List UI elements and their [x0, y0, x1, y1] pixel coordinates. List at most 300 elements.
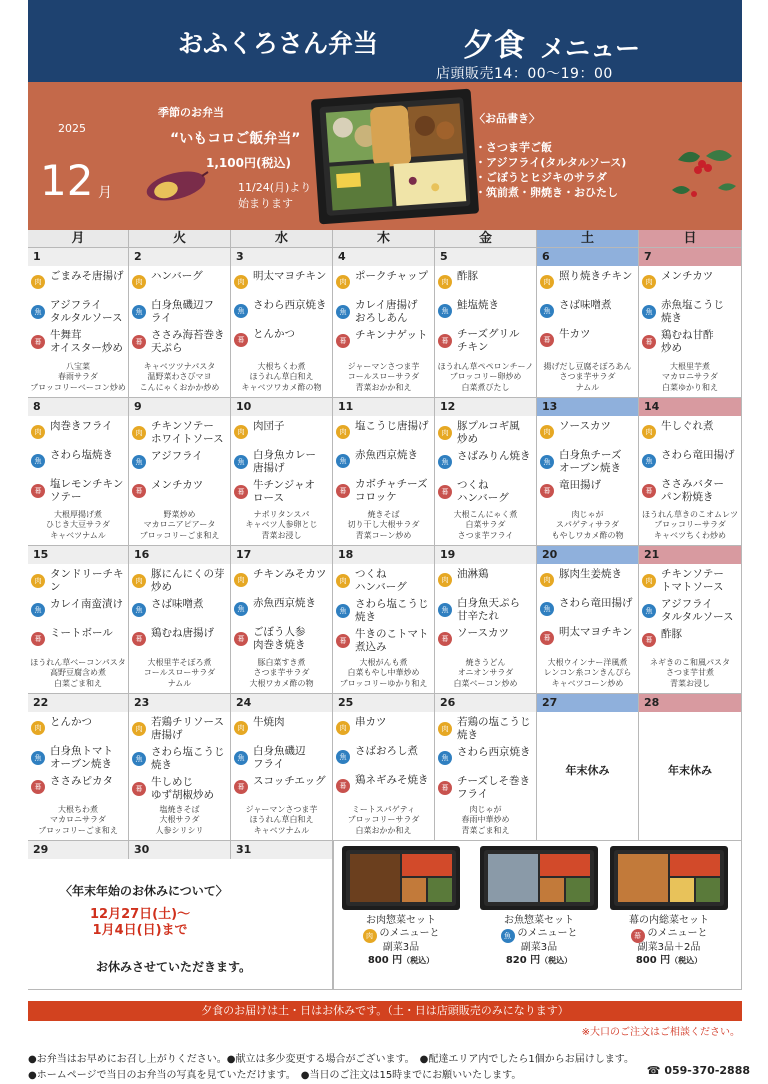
meat-badge-icon: 肉 — [438, 426, 452, 440]
day-number: 2 — [129, 248, 230, 266]
menu-item — [28, 597, 128, 623]
day-cell — [129, 694, 231, 841]
meat-badge-icon: 肉 — [540, 425, 554, 439]
day-number: 23 — [129, 694, 230, 712]
side-dish: 大根ちわ煮 — [58, 804, 98, 814]
day-number: 27 — [537, 694, 638, 712]
menu-item-name: チーズしそ巻き フライ — [457, 775, 530, 800]
menu-item — [231, 298, 332, 324]
menu-item — [435, 449, 536, 475]
makunouchi-badge-icon: 幕 — [234, 632, 248, 646]
menu-item-name: 牛きのこトマト 煮込み — [355, 628, 429, 653]
combo-set — [604, 842, 734, 967]
fish-badge-icon: 魚 — [336, 305, 350, 319]
side-dish: 青菜お浸し — [261, 530, 302, 540]
fish-badge-icon: 魚 — [132, 455, 146, 469]
menu-item-name: 照り焼きチキン — [559, 270, 633, 282]
menu-item-name: 塩こうじ唐揚げ — [355, 420, 429, 432]
fish-badge-icon: 魚 — [540, 304, 554, 318]
menu-item-name: 明太マヨチキン — [559, 626, 633, 638]
day-cell — [333, 694, 435, 841]
side-dish: 白菜ごま和え — [54, 678, 102, 688]
shop-name: おふくろさん弁当 — [178, 29, 379, 58]
menu-item-name: 竜田揚げ — [559, 479, 601, 491]
side-dish: キャベツワカメ酢の物 — [241, 382, 322, 392]
meat-badge-icon: 肉 — [336, 275, 350, 289]
menu-item-name: さば味噌煮 — [559, 299, 612, 311]
side-dish: ミートスパゲティ — [351, 804, 416, 814]
menu-item-name: 赤魚西京焼き — [253, 597, 316, 609]
meat-badge-icon: 肉 — [336, 721, 350, 735]
menu-item — [28, 419, 128, 445]
side-dish: ナポリタンスパ — [253, 509, 310, 519]
weekday-header: 木 — [333, 230, 435, 248]
menu-item — [639, 328, 741, 355]
day-number: 19 — [435, 546, 536, 564]
day-number: 20 — [537, 546, 638, 564]
seasonal-label: 季節のお弁当 — [158, 106, 224, 119]
meat-badge-icon: 肉 — [642, 425, 656, 439]
day-cell — [231, 248, 333, 398]
fish-badge-icon: 魚 — [540, 455, 554, 469]
holiday-notice-title: 〈年末年始のお休みについて〉 — [60, 884, 228, 898]
meat-badge-icon: 肉 — [234, 425, 248, 439]
side-dish: ブロッコリーごま和え — [139, 530, 220, 540]
side-dish: 春雨サラダ — [58, 372, 98, 381]
menu-item-name: とんかつ — [50, 716, 92, 728]
side-dish: 白菜ベーコン炒め — [453, 678, 518, 688]
menu-item-name: チキンナゲット — [355, 329, 428, 341]
meat-badge-icon: 肉 — [234, 275, 248, 289]
makunouchi-badge-icon: 幕 — [132, 484, 146, 498]
seasonal-bento-photo — [311, 89, 479, 225]
fish-badge-icon: 魚 — [642, 454, 656, 468]
holiday-dates: 12月27日(土)～ 1月4日(日)まで — [90, 907, 191, 938]
day-cell — [28, 248, 129, 398]
menu-item — [231, 715, 332, 741]
header-banner — [28, 0, 742, 82]
makunouchi-badge-icon: 幕 — [234, 485, 248, 499]
menu-item-name: ソースカツ — [457, 627, 509, 639]
day-number: 4 — [333, 248, 434, 266]
menu-item-name: 牛焼肉 — [253, 716, 285, 728]
menu-item-name: ソースカツ — [559, 420, 611, 432]
menu-item — [639, 597, 741, 624]
day-number: 5 — [435, 248, 536, 266]
menu-item-name: 豚プルコギ風 炒め — [457, 420, 520, 445]
meat-badge-icon: 肉 — [540, 275, 554, 289]
side-dish: ほうれん草白和え — [249, 815, 314, 824]
menu-item-name: 豚にんにくの芽 炒め — [151, 568, 225, 593]
menu-item-name: 鶏むね唐揚げ — [151, 627, 214, 639]
menu-item-name: さばみりん焼き — [457, 450, 531, 462]
sweet-potato-icon — [140, 164, 210, 206]
makunouchi-badge-icon: 幕 — [336, 634, 350, 648]
menu-item-name: 牛チンジャオ ロース — [253, 479, 316, 504]
meat-badge-icon: 肉 — [363, 929, 377, 943]
menu-item-name: アジフライ タルタルソース — [50, 299, 123, 324]
side-dish: 大根里芋煮 — [670, 361, 710, 371]
meat-badge-icon: 肉 — [132, 275, 146, 289]
menu-item-name: アジフライ — [151, 450, 203, 462]
set-side-count: 副菜3品 — [520, 942, 558, 953]
menu-item-name: 肉巻きフライ — [50, 420, 113, 432]
menu-item-name: カレイ南蛮漬け — [50, 598, 123, 610]
makunouchi-badge-icon: 幕 — [438, 334, 452, 348]
set-photo — [610, 846, 728, 910]
menu-item-name: ポークチャップ — [355, 270, 429, 282]
day-number: 29 — [28, 841, 128, 859]
menu-item — [28, 626, 128, 652]
menu-item-name: アジフライ タルタルソース — [661, 598, 734, 623]
menu-item — [28, 328, 128, 355]
menu-item-name: カレイ唐揚げ おろしあん — [355, 299, 418, 324]
day-cell — [435, 248, 537, 398]
meat-badge-icon: 肉 — [642, 574, 656, 588]
makunouchi-badge-icon: 幕 — [234, 333, 248, 347]
menu-item — [435, 715, 536, 742]
menu-item — [639, 269, 741, 295]
menu-item — [435, 596, 536, 623]
makunouchi-badge-icon: 幕 — [234, 780, 248, 794]
day-number: 26 — [435, 694, 536, 712]
day-cell — [537, 398, 639, 546]
side-dish: 白菜サラダ — [465, 520, 506, 529]
side-dish: ブロッコリーベーコン炒め — [30, 382, 126, 392]
day-cell — [231, 841, 333, 859]
side-dish: マカロニサラダ — [662, 372, 718, 381]
makunouchi-badge-icon: 幕 — [642, 633, 656, 647]
day-number: 7 — [639, 248, 741, 266]
menu-item — [28, 744, 128, 771]
day-cell — [537, 694, 639, 841]
footer-note-1: ●お弁当はお早めにお召し上がりください。●献立は多少変更する場合がございます。 ●配達エリア内でしたら1個からお届けします。 — [28, 1054, 634, 1065]
fish-badge-icon: 魚 — [132, 752, 146, 766]
side-dish: 青菜お浸し — [670, 678, 710, 688]
menu-item-name: さわら塩こうじ 焼き — [151, 746, 225, 771]
fish-badge-icon: 魚 — [132, 305, 146, 319]
side-dish: 大根厚揚げ煮 — [54, 509, 102, 519]
menu-item — [435, 567, 536, 593]
day-cell — [639, 694, 742, 841]
menu-item — [28, 567, 128, 594]
day-cell — [333, 398, 435, 546]
side-dish: コールスローサラダ — [347, 372, 420, 381]
phone-number: ☎ 059-370-2888 — [646, 1064, 750, 1077]
menu-item-name: 酢豚 — [457, 270, 478, 282]
side-dish: コールスローサラダ — [143, 668, 216, 677]
side-dish: ほうれん草白和え — [249, 372, 314, 381]
fish-badge-icon: 魚 — [438, 603, 452, 617]
menu-item-name: ミートボール — [50, 627, 113, 639]
menu-item-name: ハンバーグ — [151, 270, 203, 282]
menu-item — [231, 478, 332, 505]
side-dish: 揚げだし豆腐そぼろあん — [543, 361, 632, 371]
menu-item — [537, 478, 638, 504]
makunouchi-badge-icon: 幕 — [438, 781, 452, 795]
okaki-list: ・さつま芋ご飯 ・アジフライ(タルタルソース) ・ごぼうとヒジキのサラダ ・筑前煮・卵焼き・おひたし — [475, 141, 627, 199]
menu-item — [639, 567, 741, 594]
day-cell — [435, 546, 537, 694]
side-dish: ブロッコリーゆかり和え — [339, 678, 428, 688]
makunouchi-badge-icon: 幕 — [642, 335, 656, 349]
menu-item — [333, 298, 434, 325]
year-end-closed: 年末休み — [565, 764, 610, 777]
weekday-header: 水 — [231, 230, 333, 248]
menu-item-name: さわら西京焼き — [253, 299, 327, 311]
meat-badge-icon: 肉 — [540, 573, 554, 587]
seasonal-bento-name: “いもコロご飯弁当” — [170, 131, 301, 147]
meat-badge-icon: 肉 — [438, 573, 452, 587]
set-desc: 肉 のメニューと — [336, 927, 466, 941]
menu-item-name: つくね ハンバーグ — [457, 479, 509, 504]
fish-badge-icon: 魚 — [234, 602, 248, 616]
makunouchi-badge-icon: 幕 — [132, 782, 146, 796]
menu-item-name: 白身魚天ぷら 甘辛たれ — [457, 597, 520, 622]
menu-item-name: 白身魚カレー 唐揚げ — [253, 449, 316, 474]
menu-item — [639, 298, 741, 325]
menu-item — [333, 597, 434, 624]
meat-badge-icon: 肉 — [132, 574, 146, 588]
side-dish: ブロッコリー卵炒め — [449, 372, 522, 381]
seasonal-start: 11/24(月)より 始まります — [238, 181, 312, 210]
menu-item — [435, 626, 536, 652]
footer-note-2: ●ホームページで当日のお弁当の写真を見ていただけます。 ●当日のご注文は15時までにお願いいたします。 — [28, 1070, 522, 1081]
menu-item — [639, 448, 741, 474]
side-dish: ブロッコリーサラダ — [347, 815, 420, 824]
menu-item-name: チキンソテー ホワイトソース — [151, 420, 224, 445]
set-desc: 魚 のメニューと — [474, 927, 604, 941]
menu-item-name: 若鶏の塩こうじ 焼き — [457, 716, 531, 741]
day-cell — [537, 248, 639, 398]
day-cell — [435, 398, 537, 546]
side-dish: ナムル — [167, 678, 192, 688]
menu-item-name: さば味噌煮 — [151, 598, 204, 610]
side-dish: 大根ワカメ酢の物 — [249, 678, 314, 688]
menu-item-name: 白身魚チーズ オーブン焼き — [559, 449, 622, 474]
makunouchi-badge-icon: 幕 — [631, 929, 645, 943]
side-dish: ブロッコリーサラダ — [654, 520, 726, 529]
menu-item-name: さわら塩焼き — [50, 449, 113, 461]
menu-item — [537, 327, 638, 353]
weekday-header: 土 — [537, 230, 639, 248]
menu-item-name: 牛カツ — [559, 328, 591, 340]
menu-item-name: つくね ハンバーグ — [355, 568, 407, 593]
menu-item — [639, 477, 741, 504]
side-dish: キャベツナムル — [50, 530, 106, 540]
menu-item — [28, 477, 128, 504]
side-dish: 白菜おかか和え — [355, 825, 412, 835]
side-dish: 白菜ゆかり和え — [662, 382, 718, 392]
day-number: 11 — [333, 398, 434, 416]
fish-badge-icon: 魚 — [132, 603, 146, 617]
menu-item — [231, 774, 332, 800]
menu-item-name: 油淋鶏 — [457, 568, 489, 580]
day-number: 3 — [231, 248, 332, 266]
side-dish: ほうれん草きのこオムレツ — [642, 509, 738, 519]
day-cell — [129, 398, 231, 546]
side-dish: 肉じゃが — [469, 804, 502, 814]
menu-title: メニュー — [540, 34, 641, 63]
menu-item — [435, 419, 536, 446]
meat-badge-icon: 肉 — [234, 573, 248, 587]
day-number: 6 — [537, 248, 638, 266]
day-number: 24 — [231, 694, 332, 712]
side-dish: 春雨中華炒め — [461, 815, 510, 824]
day-cell — [231, 398, 333, 546]
menu-item — [333, 328, 434, 354]
menu-item — [537, 298, 638, 324]
day-cell — [435, 694, 537, 841]
menu-item — [129, 478, 230, 504]
side-dish: ブロッコリーごま和え — [38, 825, 118, 835]
side-dish: 青菜おかか和え — [355, 382, 412, 392]
side-dish: 野菜炒め — [163, 509, 196, 519]
menu-item-name: 赤魚塩こうじ 焼き — [661, 299, 724, 324]
day-cell — [333, 546, 435, 694]
set-name: お肉惣菜セット — [366, 915, 436, 926]
set-price: 800 円（税込） — [367, 955, 435, 966]
day-cell — [129, 248, 231, 398]
day-cell — [28, 841, 129, 859]
menu-item — [333, 627, 434, 654]
menu-item — [231, 448, 332, 475]
side-dish: 焼きうどん — [465, 657, 506, 667]
menu-item — [333, 744, 434, 770]
day-number: 21 — [639, 546, 741, 564]
meat-badge-icon: 肉 — [132, 722, 146, 736]
bulk-order-note: ※大口のご注文はご相談ください。 — [581, 1027, 740, 1038]
side-dish: キャベツ人参卵とじ — [245, 520, 318, 529]
menu-item — [231, 567, 332, 593]
menu-item-name: ささみピカタ — [50, 775, 113, 787]
side-dish: ほうれん草ベーコンパスタ — [30, 657, 126, 667]
makunouchi-badge-icon: 幕 — [132, 335, 146, 349]
day-cell — [129, 546, 231, 694]
side-dish: 高野豆腐含め煮 — [50, 668, 106, 677]
fish-badge-icon: 魚 — [540, 602, 554, 616]
menu-item-name: 白身魚磯辺 フライ — [253, 745, 306, 770]
store-hours: 店頭販売14：00～19：00 — [436, 66, 613, 82]
day-cell — [333, 248, 435, 398]
fish-badge-icon: 魚 — [642, 604, 656, 618]
month-unit: 月 — [98, 185, 112, 201]
menu-item — [28, 269, 128, 295]
menu-item-name: 豚肉生姜焼き — [559, 568, 622, 580]
menu-item — [333, 448, 434, 474]
fish-badge-icon: 魚 — [438, 304, 452, 318]
side-dish: マカロニアピアータ — [143, 520, 216, 529]
menu-item-name: 牛舞茸 オイスター炒め — [50, 329, 123, 354]
set-photo — [480, 846, 598, 910]
fish-badge-icon: 魚 — [234, 455, 248, 469]
menu-item — [129, 449, 230, 475]
menu-item-name: さわら竜田揚げ — [661, 449, 735, 461]
menu-item — [28, 448, 128, 474]
side-dish: 八宝菜 — [66, 361, 90, 371]
menu-item — [435, 478, 536, 505]
makunouchi-badge-icon: 幕 — [31, 484, 45, 498]
menu-item-name: とんかつ — [253, 328, 295, 340]
fish-badge-icon: 魚 — [336, 454, 350, 468]
side-dish: オニオンサラダ — [457, 668, 514, 677]
day-number: 12 — [435, 398, 536, 416]
day-number: 1 — [28, 248, 128, 266]
menu-item — [231, 419, 332, 445]
menu-item — [435, 774, 536, 801]
menu-item — [129, 567, 230, 594]
makunouchi-badge-icon: 幕 — [336, 779, 350, 793]
side-dish: もやしワカメ酢の物 — [551, 530, 624, 540]
day-number: 17 — [231, 546, 332, 564]
menu-item — [28, 715, 128, 741]
menu-item-name: ごまみそ唐揚げ — [50, 270, 124, 282]
side-dish: さつま芋サラダ — [559, 372, 616, 381]
menu-item — [231, 327, 332, 353]
side-dish: さつま芋サラダ — [253, 668, 310, 677]
meat-badge-icon: 肉 — [438, 275, 452, 289]
side-dish: こんにゃくおかか炒め — [139, 382, 220, 392]
fish-badge-icon: 魚 — [31, 603, 45, 617]
menu-item — [28, 298, 128, 325]
side-dish: キャベツちくわ炒め — [654, 530, 726, 540]
side-dish: 大根サラダ — [159, 815, 200, 824]
menu-item-name: ごぼう人参 肉巻き焼き — [253, 626, 306, 651]
meat-badge-icon: 肉 — [31, 425, 45, 439]
day-cell — [639, 546, 742, 694]
fish-badge-icon: 魚 — [438, 751, 452, 765]
weekday-header: 金 — [435, 230, 537, 248]
fish-badge-icon: 魚 — [31, 305, 45, 319]
menu-item-name: さわら竜田揚げ — [559, 597, 633, 609]
side-dish: さつま芋甘煮 — [666, 668, 714, 677]
meat-badge-icon: 肉 — [336, 425, 350, 439]
set-price: 820 円（税込） — [505, 955, 573, 966]
menu-item-name: 牛しめじ ゆず胡椒炒め — [151, 776, 214, 801]
menu-item — [333, 269, 434, 295]
day-cell — [639, 398, 742, 546]
menu-item — [537, 269, 638, 295]
menu-item-name: 白身魚磯辺フ ライ — [151, 299, 214, 324]
day-number: 30 — [129, 841, 230, 859]
meat-badge-icon: 肉 — [31, 275, 45, 289]
side-dish: 大根里芋そぼろ煮 — [147, 657, 212, 667]
makunouchi-badge-icon: 幕 — [438, 632, 452, 646]
menu-item-name: チキンソテー トマトソース — [661, 568, 724, 593]
meat-badge-icon: 肉 — [31, 721, 45, 735]
makunouchi-badge-icon: 幕 — [31, 780, 45, 794]
menu-item-name: メンチカツ — [151, 479, 204, 491]
menu-item — [129, 775, 230, 802]
menu-item — [537, 567, 638, 593]
makunouchi-badge-icon: 幕 — [31, 335, 45, 349]
menu-item-name: 肉団子 — [253, 420, 285, 432]
menu-item — [129, 745, 230, 772]
menu-item-name: 鶏ネギみそ焼き — [355, 774, 429, 786]
seasonal-bento-price: 1,100円(税込) — [206, 156, 291, 170]
meat-badge-icon: 肉 — [642, 275, 656, 289]
menu-item — [231, 269, 332, 295]
day-cell — [231, 546, 333, 694]
menu-item — [333, 567, 434, 594]
menu-item — [129, 269, 230, 295]
menu-item — [129, 328, 230, 355]
set-price: 800 円（税込） — [635, 955, 703, 966]
weekday-header: 火 — [129, 230, 231, 248]
menu-item — [231, 744, 332, 771]
menu-item — [435, 745, 536, 771]
set-side-count: 副菜3品＋2品 — [637, 942, 701, 953]
